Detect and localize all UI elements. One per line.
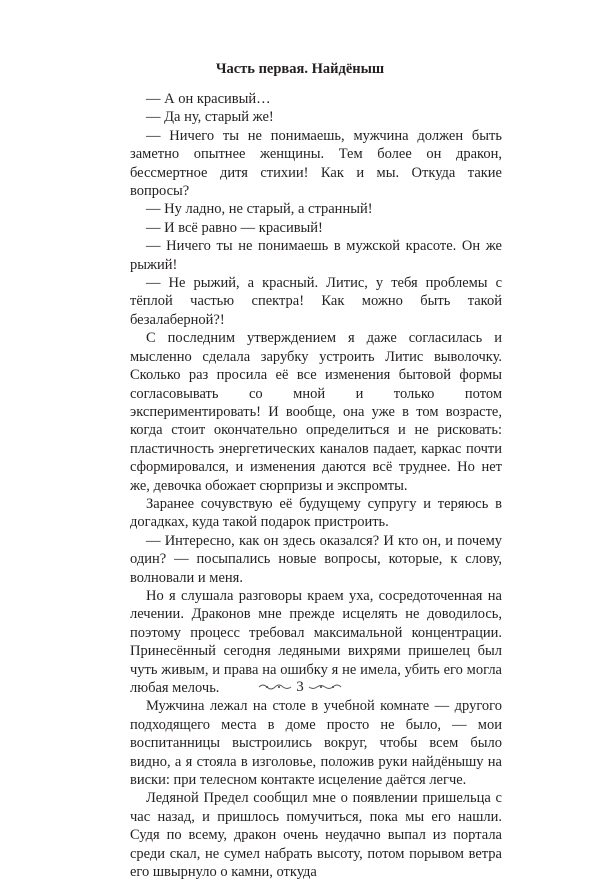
paragraph: — Ну ладно, не старый, а странный! bbox=[146, 201, 373, 218]
paragraph: — А он красивый… bbox=[146, 91, 271, 107]
paragraph: — Ничего ты не понимаешь в мужской красоте. Он же рыжий! bbox=[130, 238, 502, 273]
left-flourish-icon bbox=[258, 682, 292, 692]
paragraph: С последним утверждением я даже согласилась и мысленно сделала зарубку устроить Литис выволочку. Сколько раз просила её все изменения бытовой формы согласовывать со мной и только потом экспериментировать! И вообще, она уже в том возрасте, когда стоит окончательно определиться и не рисковать: пластичность энергетических каналов падает, каркас почти сформировался, и изменения даются всё труднее. Но нет же, девочка обожает сюрпризы и экспромты. bbox=[130, 330, 502, 494]
paragraph: — Не рыжий, а красный. Литис, у тебя проблемы с тёплой частью спектра! Как можно быть такой безалаберной?! bbox=[130, 275, 502, 328]
paragraph: — Ничего ты не понимаешь, мужчина должен быть заметно опытнее женщины. Тем более он дракон, бессмертное дитя стихии! Как и мы. Откуда такие вопросы? bbox=[130, 127, 502, 200]
paragraph: Ледяной Предел сообщил мне о появлении пришельца с час назад, и пришлось помучиться, пока мы его нашли. Судя по всему, дракон очень неудачно выпал из портала среди скал, не сумел набрать высоту, потом порывом ветра его швырнуло о камни, откуда bbox=[130, 790, 502, 881]
page-body bbox=[130, 90, 502, 881]
paragraph: Но я слушала разговоры краем уха, сосредоточенная на лечении. Драконов мне прежде исцелять не доводилось, поэтому процесс требовал максимальной концентрации. Принесённый сегодня ледяными вихрями пришелец был чуть живым, и права на ошибку я не имела, убить его могла любая мелочь. bbox=[130, 587, 502, 696]
paragraph: — И всё равно — красивый! bbox=[146, 219, 323, 236]
paragraph: — Интересно, как он здесь оказался? И кто он, и почему один? — посыпались новые вопросы, которые, к слову, волновали и меня. bbox=[130, 532, 502, 586]
paragraph: Заранее сочувствую её будущему супругу и теряюсь в догадках, куда такой подарок пристроить. bbox=[130, 495, 502, 531]
running-header: Часть первая. Найдёныш bbox=[215, 61, 385, 77]
paragraph: — Да ну, старый же! bbox=[146, 109, 274, 126]
paragraph: Мужчина лежал на столе в учебной комнате — другого подходящего места в доме просто не было, — мои воспитанницы выстроились вокруг, чтобы всем было видно, а я стояла в изголовье, положив руки найдёнышу на виски: при телесном контакте исцеление даётся легче. bbox=[130, 698, 502, 789]
right-flourish-icon bbox=[308, 682, 342, 692]
page-number: 3 bbox=[296, 679, 304, 695]
page-footer bbox=[0, 679, 600, 695]
